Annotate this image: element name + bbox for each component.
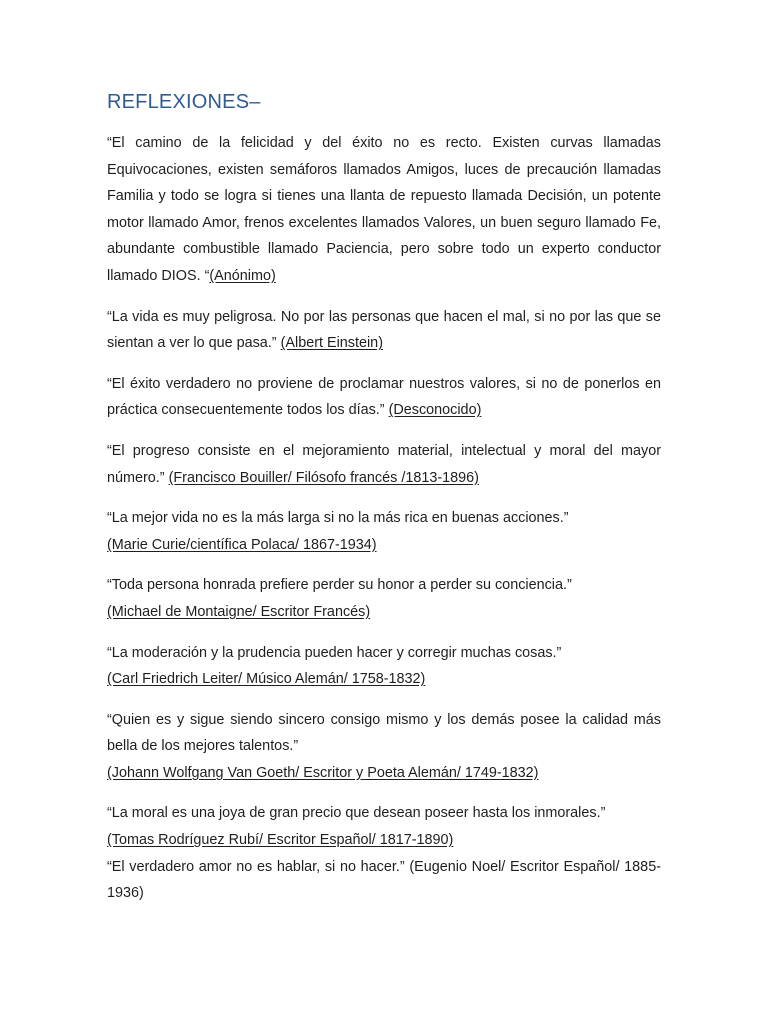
quote-10: [107, 854, 661, 907]
quote-author: (Francisco Bouiller/ Filósofo francés /1813-1896): [168, 469, 479, 486]
quote-author: (Carl Friedrich Leiter/ Músico Alemán/ 1758-1832): [107, 671, 426, 688]
quote-3: [107, 371, 661, 424]
quote-text: “El camino de la felicidad y del éxito no es recto. Existen curvas llamadas Equivocaciones, existen semáforos llamados Amigos, luces de precaución llamadas Familia y todo se logra si tienes una llanta de repuesto llamada Decisión, un potente motor llamado Amor, frenos excelentes llamados Valores, un buen seguro llamado Fe, abundante combustible llamado Paciencia, pero sobre todo un experto conductor llamado DIOS. “: [107, 135, 661, 284]
quote-text: “La moderación y la prudencia pueden hacer y corregir muchas cosas.”: [107, 644, 562, 661]
quote-text: “Quien es y sigue siendo sincero consigo mismo y los demás posee la calidad más bella de los mejores talentos.”: [107, 711, 661, 755]
quote-text: “Toda persona honrada prefiere perder su honor a perder su conciencia.”: [107, 577, 572, 594]
quote-4: [107, 438, 661, 491]
quote-text: “El éxito verdadero no proviene de proclamar nuestros valores, si no de ponerlos en práctica consecuentemente todos los días.”: [107, 375, 661, 419]
page-title: REFLEXIONES–: [107, 91, 261, 113]
quote-author: (Johann Wolfgang Van Goeth/ Escritor y Poeta Alemán/ 1749-1832): [107, 764, 539, 781]
quote-1: [107, 130, 661, 290]
quote-6: [107, 572, 661, 625]
quote-author: (Michael de Montaigne/ Escritor Francés): [107, 603, 371, 620]
quote-text: “La moral es una joya de gran precio que desean poseer hasta los inmorales.”: [107, 805, 606, 822]
quote-2: [107, 304, 661, 357]
quote-author: (Albert Einstein): [280, 335, 383, 352]
document-page: [107, 88, 661, 921]
quote-text: “La mejor vida no es la más larga si no la más rica en buenas acciones.”: [107, 510, 569, 527]
quote-text: “El verdadero amor no es hablar, si no hacer.” (Eugenio Noel/ Escritor Español/ 1885-1936): [107, 858, 661, 902]
quote-9: [107, 800, 661, 853]
quote-text: “El progreso consiste en el mejoramiento material, intelectual y moral del mayor número.”: [107, 442, 661, 486]
quote-5: [107, 505, 661, 558]
quote-text: “La vida es muy peligrosa. No por las personas que hacen el mal, si no por las que se sientan a ver lo que pasa.”: [107, 308, 661, 352]
quote-8: [107, 707, 661, 787]
quote-author: (Desconocido): [388, 402, 482, 419]
quote-author: (Marie Curie/científica Polaca/ 1867-1934): [107, 536, 377, 553]
quote-7: [107, 640, 661, 693]
quote-author: (Tomas Rodríguez Rubí/ Escritor Español/ 1817-1890): [107, 832, 454, 849]
quote-author: (Anónimo): [209, 267, 276, 284]
